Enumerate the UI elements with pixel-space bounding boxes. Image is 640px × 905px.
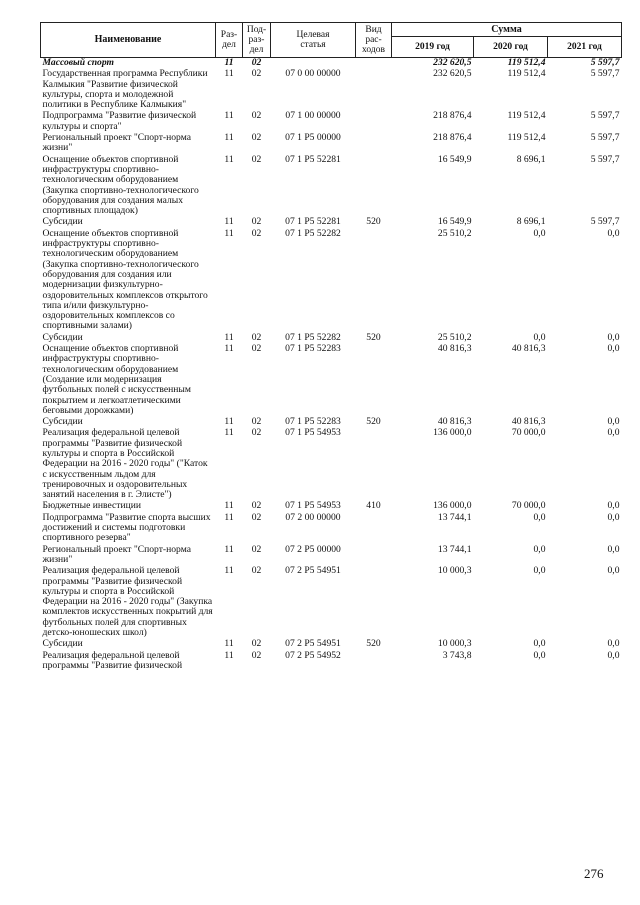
row-amount-2021: 5 597,7 bbox=[590, 110, 620, 122]
row-section: 11 bbox=[224, 649, 234, 661]
row-amount-2020: 70 000,0 bbox=[511, 427, 546, 439]
row-expense-type bbox=[356, 69, 392, 111]
row-section: 11 bbox=[224, 57, 234, 68]
row-amount-2019: 25 510,2 bbox=[437, 227, 472, 239]
row-expense-type bbox=[356, 344, 392, 417]
row-name: Подпрограмма "Развитие физической культуры и спорта" bbox=[42, 110, 197, 132]
row-subsection: 02 bbox=[251, 57, 262, 68]
row-amount-2019: 16 549,9 bbox=[437, 153, 472, 165]
row-name: Реализация федеральной целевой программы "Развитие физической культуры и спорта в Российской Федерации на 2016 - 2020 годы" (Закупка комплектов искусственных покрытий для футбольных полей для спортивных детско-юношеских школ) bbox=[42, 565, 213, 639]
row-name: Региональный проект "Спорт-норма жизни" bbox=[42, 543, 191, 565]
table-row bbox=[41, 344, 622, 417]
row-amount-2019: 10 000,3 bbox=[437, 638, 472, 650]
row-subsection: 02 bbox=[251, 565, 262, 577]
row-amount-2020: 70 000,0 bbox=[511, 500, 546, 512]
row-amount-2021: 0,0 bbox=[607, 511, 620, 523]
row-amount-2020: 0,0 bbox=[533, 543, 546, 555]
row-section: 11 bbox=[224, 638, 234, 650]
row-amount-2021: 0,0 bbox=[607, 416, 620, 428]
row-subsection: 02 bbox=[251, 427, 262, 439]
row-amount-2020: 8 696,1 bbox=[516, 216, 546, 228]
row-amount-2019: 40 816,3 bbox=[437, 416, 472, 428]
row-amount-2020: 119 512,4 bbox=[507, 110, 546, 122]
row-amount-2020: 40 816,3 bbox=[511, 343, 546, 355]
row-expense-type: 520 bbox=[366, 416, 381, 428]
row-name: Массовый спорт bbox=[42, 57, 114, 68]
row-amount-2021: 0,0 bbox=[607, 500, 620, 512]
row-expense-type bbox=[356, 229, 392, 333]
row-target-code: 07 1 P5 52281 bbox=[285, 216, 341, 228]
table-row bbox=[41, 545, 622, 567]
row-amount-2019: 25 510,2 bbox=[437, 331, 472, 343]
row-amount-2021: 0,0 bbox=[607, 343, 620, 355]
row-subsection: 02 bbox=[251, 153, 262, 165]
row-target-code: 07 1 P5 52282 bbox=[285, 331, 341, 343]
row-amount-2020: 0,0 bbox=[533, 638, 546, 650]
row-amount-2019: 10 000,3 bbox=[437, 565, 472, 577]
row-section: 11 bbox=[224, 132, 234, 144]
table-body bbox=[41, 58, 622, 673]
row-amount-2020: 0,0 bbox=[533, 649, 546, 661]
row-subsection: 02 bbox=[251, 543, 262, 555]
row-amount-2019: 232 620,5 bbox=[433, 57, 472, 68]
row-amount-2020: 0,0 bbox=[533, 565, 546, 577]
row-name: Подпрограмма "Развитие спорта высших достижений и системы подготовки спортивного резерва" bbox=[42, 511, 211, 544]
row-amount-2021: 5 597,7 bbox=[590, 132, 620, 144]
row-expense-type: 520 bbox=[366, 638, 381, 650]
row-name: Субсидии bbox=[42, 638, 83, 650]
row-name: Субсидии bbox=[42, 216, 83, 228]
header-name: Наименование bbox=[41, 23, 216, 58]
row-name: Реализация федеральной целевой программы "Развитие физической bbox=[42, 649, 183, 671]
header-expense-type: Вид рас- ходов bbox=[356, 23, 392, 58]
row-target-code: 07 2 P5 54952 bbox=[285, 649, 341, 661]
header-sum: Сумма bbox=[392, 23, 622, 37]
table-row bbox=[41, 133, 622, 155]
row-amount-2020: 119 512,4 bbox=[507, 132, 546, 144]
table-row bbox=[41, 651, 622, 673]
row-amount-2019: 13 744,1 bbox=[437, 543, 472, 555]
table-row bbox=[41, 428, 622, 501]
row-expense-type bbox=[356, 155, 392, 218]
row-target-code: 07 2 P5 00000 bbox=[285, 543, 341, 555]
row-amount-2019: 218 876,4 bbox=[433, 110, 472, 122]
budget-table bbox=[40, 22, 622, 672]
row-amount-2020: 40 816,3 bbox=[511, 416, 546, 428]
row-amount-2021: 0,0 bbox=[607, 227, 620, 239]
row-target-code: 07 2 P5 54951 bbox=[285, 565, 341, 577]
row-target-code: 07 1 P5 52282 bbox=[285, 227, 341, 239]
table-row bbox=[41, 69, 622, 111]
table-row bbox=[41, 111, 622, 133]
row-amount-2020: 0,0 bbox=[533, 331, 546, 343]
page-number: 276 bbox=[584, 866, 604, 881]
row-expense-type bbox=[356, 651, 392, 673]
row-target-code: 07 2 P5 54951 bbox=[285, 638, 341, 650]
row-expense-type bbox=[356, 566, 392, 639]
row-amount-2021: 5 597,7 bbox=[590, 153, 620, 165]
row-amount-2020: 119 512,4 bbox=[507, 57, 546, 68]
row-amount-2020: 0,0 bbox=[533, 511, 546, 523]
row-amount-2020: 0,0 bbox=[533, 227, 546, 239]
row-target-code: 07 1 P5 54953 bbox=[285, 427, 341, 439]
table-row bbox=[41, 566, 622, 639]
row-subsection: 02 bbox=[251, 132, 262, 144]
row-amount-2019: 136 000,0 bbox=[433, 427, 472, 439]
row-section: 11 bbox=[224, 416, 234, 428]
row-target-code: 07 2 00 00000 bbox=[285, 511, 341, 523]
row-section: 11 bbox=[224, 427, 234, 439]
row-expense-type: 410 bbox=[366, 500, 381, 512]
row-expense-type bbox=[356, 545, 392, 567]
row-section: 11 bbox=[224, 153, 234, 165]
row-section: 11 bbox=[224, 565, 234, 577]
row-amount-2021: 0,0 bbox=[607, 638, 620, 650]
row-subsection: 02 bbox=[251, 216, 262, 228]
row-subsection: 02 bbox=[251, 649, 262, 661]
row-name: Оснащение объектов спортивной инфраструктуры спортивно-технологическим оборудованием (Закупка спортивно-технологического оборудования для создания малых спортивных площадок) bbox=[42, 153, 199, 217]
row-expense-type bbox=[356, 428, 392, 501]
header-section: Раз- дел bbox=[216, 23, 243, 58]
row-section: 11 bbox=[224, 216, 234, 228]
row-target-code: 07 1 P5 54953 bbox=[285, 500, 341, 512]
row-target-code: 07 0 00 00000 bbox=[285, 68, 341, 80]
row-subsection: 02 bbox=[251, 511, 262, 523]
row-section: 11 bbox=[224, 331, 234, 343]
row-amount-2020: 119 512,4 bbox=[507, 68, 546, 80]
table-header bbox=[41, 23, 622, 58]
row-section: 11 bbox=[224, 500, 234, 512]
header-year-2021: 2021 год bbox=[548, 37, 622, 58]
row-name: Бюджетные инвестиции bbox=[42, 500, 141, 512]
row-subsection: 02 bbox=[251, 416, 262, 428]
header-subsection: Под- раз- дел bbox=[243, 23, 271, 58]
header-year-2019: 2019 год bbox=[392, 37, 474, 58]
row-amount-2021: 0,0 bbox=[607, 331, 620, 343]
row-name: Государственная программа Республики Калмыкия "Развитие физической культуры, спорта и молодежной политики в Республике Калмыкия" bbox=[42, 68, 208, 111]
row-amount-2019: 16 549,9 bbox=[437, 216, 472, 228]
row-subsection: 02 bbox=[251, 227, 262, 239]
row-amount-2021: 0,0 bbox=[607, 427, 620, 439]
row-target-code: 07 1 P5 52283 bbox=[285, 416, 341, 428]
row-amount-2021: 5 597,7 bbox=[590, 68, 620, 80]
row-amount-2021: 0,0 bbox=[607, 543, 620, 555]
row-section: 11 bbox=[224, 511, 234, 523]
header-target: Целевая статья bbox=[271, 23, 356, 58]
row-name: Реализация федеральной целевой программы "Развитие физической культуры и спорта в Российской Федерации на 2016 - 2020 годы" ("Каток с искусственным льдом для тренировочных и оздоровительных занятий населения в г. Элисте") bbox=[42, 427, 208, 501]
row-name: Оснащение объектов спортивной инфраструктуры спортивно-технологическим оборудованием (Создание или модернизация футбольных полей с искусственным покрытием и легкоатлетическими беговыми дорожками) bbox=[42, 343, 191, 416]
table-row bbox=[41, 513, 622, 545]
row-section: 11 bbox=[224, 343, 234, 355]
row-subsection: 02 bbox=[251, 638, 262, 650]
row-expense-type bbox=[356, 513, 392, 545]
row-target-code: 07 1 P5 52281 bbox=[285, 153, 341, 165]
row-subsection: 02 bbox=[251, 110, 262, 122]
row-amount-2019: 232 620,5 bbox=[433, 68, 472, 80]
row-amount-2019: 218 876,4 bbox=[433, 132, 472, 144]
row-expense-type: 520 bbox=[366, 216, 381, 228]
table-row bbox=[41, 639, 622, 650]
row-expense-type: 520 bbox=[366, 331, 381, 343]
row-amount-2019: 136 000,0 bbox=[433, 500, 472, 512]
row-name: Региональный проект "Спорт-норма жизни" bbox=[42, 132, 191, 154]
row-target-code: 07 1 00 00000 bbox=[285, 110, 341, 122]
row-amount-2021: 5 597,7 bbox=[590, 216, 620, 228]
row-target-code: 07 1 P5 52283 bbox=[285, 343, 341, 355]
row-expense-type bbox=[356, 111, 392, 133]
table-row bbox=[41, 155, 622, 218]
row-expense-type bbox=[356, 133, 392, 155]
row-section: 11 bbox=[224, 68, 234, 80]
table-row bbox=[41, 229, 622, 333]
row-amount-2019: 13 744,1 bbox=[437, 511, 472, 523]
row-amount-2021: 0,0 bbox=[607, 649, 620, 661]
row-subsection: 02 bbox=[251, 343, 262, 355]
row-expense-type bbox=[356, 58, 392, 70]
row-amount-2021: 0,0 bbox=[607, 565, 620, 577]
row-section: 11 bbox=[224, 110, 234, 122]
row-amount-2020: 8 696,1 bbox=[516, 153, 546, 165]
header-year-2020: 2020 год bbox=[474, 37, 548, 58]
row-section: 11 bbox=[224, 227, 234, 239]
row-name: Субсидии bbox=[42, 331, 83, 343]
row-amount-2019: 3 743,8 bbox=[442, 649, 472, 661]
row-section: 11 bbox=[224, 543, 234, 555]
row-amount-2021: 5 597,7 bbox=[590, 57, 620, 68]
row-subsection: 02 bbox=[251, 68, 262, 80]
row-target-code: 07 1 P5 00000 bbox=[285, 132, 341, 144]
row-subsection: 02 bbox=[251, 331, 262, 343]
row-name: Субсидии bbox=[42, 416, 83, 428]
row-name: Оснащение объектов спортивной инфраструктуры спортивно-технологическим оборудованием (Закупка спортивно-технологического оборудования для создания или модернизации физкультурно-оздоровительных комплексов открытого типа и/или физкультурно-оздоровительных комплексов со спортивными залами) bbox=[42, 227, 208, 332]
row-subsection: 02 bbox=[251, 500, 262, 512]
row-amount-2019: 40 816,3 bbox=[437, 343, 472, 355]
